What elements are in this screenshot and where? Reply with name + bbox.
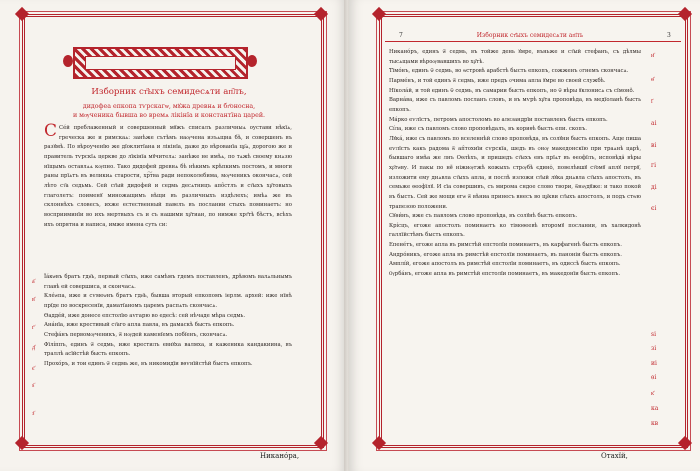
margin-number: ѳ҃ [651, 76, 654, 83]
list-item: Никанóръ, единъ ѿ седмь, въ тойже день ꙋмре, въньже и ст҃ый стефанъ, съ дѣлмы тысѧщами вѣроѹвавшихъ во хр҃тѣ. [389, 49, 641, 65]
margin-number: г҃ [32, 324, 35, 331]
list-item: Епене́тъ, егоже апла въ римстѣй епстолїи поминаетъ, въ карфагенѣ бысть епкопъ. [389, 242, 622, 249]
catchword: Никанóра, [260, 452, 300, 460]
margin-number: и҃ [651, 52, 655, 59]
margin-number: ї҃ [651, 98, 653, 105]
intro-text [44, 121, 292, 230]
list-item: Нїколáй, и той единъ ѿ седмь, въ самарии бысть епкопъ, но ѿ вѣры ꙋклонисѧ съ сїмоноⷨ. [389, 87, 635, 94]
list-item: Амплі́й, егоже апостолъ въ римстѣй епстолїи поминаетъ, въ одиссѣ бысть епкопъ. [389, 261, 621, 268]
list-item: Стефа́нъ первомѹченикъ, ѿ нѹдей каменїемъ побїенъ, скончасѧ. [44, 331, 228, 338]
headpiece-ornament [73, 47, 248, 79]
list-item: Ма́рко еѵлїстъ, петромъ апостоломъ во алезандрїи поставленъ бысть епкопъ. [389, 116, 608, 123]
list-item: Сі́ла, иже съ павломъ слово проповѣдалъ, въ кориѳѣ бысть епи. скопъ. [389, 126, 587, 133]
margin-number: а҃ [32, 278, 35, 285]
list-item: Кле́ѡпа, иже и сѵмеѡнъ братъ гдн҃ь, бывша вторый епкопомъ іерлм. архей: иже нїнѣ прїде по воскресенїи, даматїаномъ царемъ распѧть скончасѧ. [44, 293, 292, 309]
margin-number: кв [651, 420, 659, 427]
page-subtitle: дидофеа епкопа тѵрскагѡ, мꙋжа древнѧ и бг҃оносна, [82, 103, 256, 110]
page-border [22, 14, 324, 448]
list-item: Сꙋѳи́нъ, иже съ павломъ слово проповѣда, въ солꙋнѣ бысть епкопъ. [389, 213, 578, 220]
page-number: 3 [667, 32, 671, 39]
list-item: Прохо́ръ, и тои единъ ѿ седмь же, въ никомидїи вѳѵнїйстѣй бысть епкопъ. [44, 360, 253, 367]
headpiece-finial [63, 55, 73, 67]
headpiece-finial [247, 55, 257, 67]
margin-number: ді [651, 184, 657, 191]
list-item: Ѹрба́нъ, егоже апла въ римстѣй епстолїи поминаетъ, въ македонїи бысть епкопъ. [389, 271, 621, 278]
folio-number: 7 [399, 32, 403, 39]
running-title: Изборник ст҃ыхъ семидесѧти ап҃лъ [476, 32, 584, 39]
margin-number: аі [651, 120, 657, 127]
intro-paragraph: Се́й преблаженный и совершенный мꙋжъ списалъ различныѧ оустави нѣкїѧ, греческа же и римскаѧ: занѣже сътѣмъ наѹчена изъѧщна бѣ, и совершенъ въ разꙋмѣ. По вѣроученїю же дїоклитїана и лікінїа, даже до вѣрованїа цр҃ѧ, дорогою же и правитель тѵрскїѧ церкве до лїкінїа мꙋчителѧ: занѣже не имѣѧ, по тѧжѣ своему кнѧзю нїщымъ оставлѧѧ кѹпно. Тако дидофей древнѧ бѣ нѣкимъ крѣпкимъ постомъ, и многи раны прїѧтъ въ великиѧ старости, хр͠тва ради непоколебима, мѹченикъ окончасѧ, сей лѣто ст҃а седьмь. Сей ст҃ый дидофей и седмь десѧтницъ апо̑стлъ и ст҃ыхъ хр҃товыхъ глаголетъ: поименꙋ миножащимъ вѣщи въ различныхъ издѣлехъ; имѣѧ же въ склоннѣхъ словесъ, ихже естественный павелъ въ послании стыхъ поминаетъ: но восприиминїи во ихъ мертвыхъ съ и съ нашими хр҃тиан, по нимже хрт҃тѣ бѣстъ, всѣхъ ихъ опрятна и написа, имже имена суть си: [44, 125, 292, 228]
margin-number: д҃ [32, 344, 36, 351]
margin-number: є҃ [32, 365, 35, 372]
catchword: Отахїй, [601, 452, 628, 460]
list-item: Лꙋка́, иже съ павломъ по вселеннѣй слово проповѣда, въ солꙋни бысть епкопъ. Аще пиша еѵлїстъ какъ радома ѿ ап̑тохиїи сѵрскїа, шедъ въ ѻнѹ македонскїю при траѧнѣ царѣ, бывшаго имѣа же лнъ Оѳлѣхъ, и пришедъ ст҃ыхъ евъ прїѧт въ ѳеофїлъ, исповѣдаⷯ вѣры хр҃тѡву. И пакы по неⷨ ніжиѹгжѣ кожыхъ стрѹбѣ єдиноⷢ, повелѣвшꙋ ст҃омꙋ аплꙋ петрꙋ, изложити ему днѧвла ст҃ыхъ апла, и послѣ изложи ст҃ый лꙋка днѧвла ст҃ыхъ апостолъ, въ семьже ѳеофїлꙋ. И сїа совершивъ, съ мирома сндое слово твори, ѿнѹдꙋже: и тако покой въ бысть. Сей же мощи егѡ ѿ вѣниа принесъ внесъ во цр҃кви ст҃ыхъ апостолъ, и подъ стѡю трапезою положени. [389, 135, 641, 210]
margin-number: з҃ [32, 410, 35, 417]
entries-list [44, 273, 292, 370]
margin-number: зі [651, 345, 657, 352]
page-subtitle: и мѹченика бывша во времѧ лікінїа и константїна царей. [72, 112, 266, 119]
margin-number: к҃ [651, 390, 654, 397]
margin-number: гі [651, 162, 657, 169]
margin-number: ѳі [651, 374, 657, 381]
list-item: Фїлі́ппъ, единъ ѿ седмь, иже крестилъ евнꙋха валмха, и каженика кандакиина, въ траллѣ асїйстѣй бысть епкопъ. [44, 341, 292, 358]
margin-number: ві [651, 142, 657, 149]
list-item: Андро́никъ, егоже апла въ римстѣй епстолїи поминаетъ, въ паноніи бысть епкопъ. [389, 251, 622, 258]
list-item: Тїмо́нъ, единъ ѿ седмь, во ѡстровѣ арабстѣ бысть епкопъ, сожженъ ѻгнемъ скончасѧ. [389, 68, 629, 75]
list-item: Крі́сцъ, егоже апостолъ поминаетъ ко тімоѳеевѣ второмꙋ послании, въ халкидонѣ галлїйстѣмъ бысть епкопъ. [389, 222, 641, 239]
list-item: Їа́кѡвъ братъ гдн҃ь, первый ст҃ыхъ, иже самѣмъ гдемъ поставленъ, дрѣвомъ валѧльнымъ главѣ ей совершиса, и скончасѧ. [44, 274, 292, 290]
margin-number: ѕ҃ [32, 382, 35, 389]
left-page [0, 0, 346, 471]
list-item: Варна́ва, иже съ павломъ посланъ словъ, и въ мѵрѣ хр҃та проповѣда, въ медїоланѣ бысть епкопъ. [389, 97, 641, 113]
margin-number: иі [651, 360, 657, 367]
margin-number: в҃ [32, 296, 35, 303]
list-item: Парме́нъ, и той единъ ѿ седмь, иже предъ ѻчима апла ꙋмре во своей службѣ. [389, 77, 606, 84]
margin-number: ѕі [651, 331, 656, 338]
page-title: Изборник ст҃ыхъ семидесѧти ап҃лъ, [91, 87, 247, 97]
dropcap: С [44, 121, 58, 141]
right-page [349, 0, 700, 471]
list-item: Ѳадде́й, иже донесе епстолїю аѵгарю во едесѣ: сей нѣчаде мѣра седмь. [44, 312, 246, 319]
margin-number: єі [651, 205, 657, 212]
running-header [385, 32, 681, 42]
list-item: Ана́нїа, иже крестивый ст҃аго апла павла, въ дамаскѣ бысть епкопъ. [44, 322, 235, 329]
entries-list [389, 48, 641, 280]
margin-number: ка [651, 405, 659, 412]
